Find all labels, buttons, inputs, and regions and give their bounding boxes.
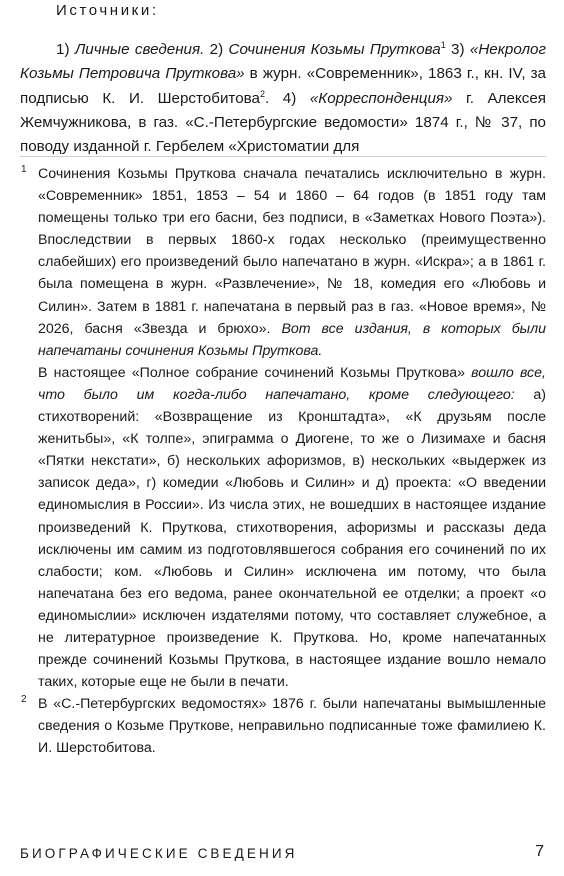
sources-segment: г. Алексея Жемчужникова, в газ. «С.-Петербургские ведомости» 1874 г., № 37, по поводу изданной г. Гербелем «Христоматии для — [20, 89, 546, 156]
sources-segment: Сочинения Козьмы Пруткова — [228, 41, 441, 58]
sources-segment: в журн. «Современник», 1863 г., кн. IV, за подписью К. И. Шерстобитова — [20, 65, 547, 107]
footnote-segment: Вот все издания, в которых были напечатаны сочинения Козьмы Пруткова. — [38, 320, 547, 359]
running-title: БИОГРАФИЧЕСКИЕ СВЕДЕНИЯ — [20, 846, 298, 861]
sources-segment: 3) — [445, 41, 470, 58]
footnote-segment: вошло все, что было им когда-либо напечатано, кроме следующего: — [38, 364, 546, 403]
footnote-marker: 1 — [21, 164, 27, 175]
sources-segment: 1) — [56, 41, 75, 58]
sources-paragraph — [20, 38, 546, 159]
footnote-reference: 2 — [260, 88, 266, 99]
footnote-segment: Сочинения Козьмы Пруткова сначала печатались исключительно в журн. «Современник» 1851, 1853 – 54 и 1860 – 64 годов (в 1851 году там помещены только три его басни, без подписи, в «Заметках Нового Поэта»). Впоследствии в первых 1860-х годах несколько (преимущественно слабейших) его произведений было напечатано в журн. «Искра»; а в 1861 г. была помещена в журн. «Развлечение», № 18, комедия его «Любовь и Силин». Затем в 1881 г. напечатана в первый раз в газ. «Новое время», № 2026, басня «Звезда и брюхо». — [38, 166, 546, 337]
sources-text — [20, 38, 546, 159]
footnote-2 — [20, 693, 546, 759]
footnote-marker: 2 — [21, 694, 27, 706]
sources-segment: 2) — [204, 41, 229, 58]
footnote-paragraph — [38, 693, 546, 759]
sources-segment: . 4) — [265, 89, 310, 107]
footnote-segment: В «С.-Петербургских ведомостях» 1876 г. были напечатаны вымышленные сведения о Козьме Пруткове, неправильно подписанные тоже фамилиею К. И. Шерстобитова. — [38, 696, 546, 757]
sources-segment: «Некролог Козьмы Петровича Пруткова» — [20, 41, 546, 83]
footnote-segment: а) стихотворений: «Возвращение из Кронштадта», «К друзьям после женитьбы», «К толпе», эпиграмма о Диогене, то же о Лизимахе и басня «Пятки некстати», б) нескольких афоризмов, в) нескольких «выдержек из записок деда», г) комедии «Любовь и Силин» и д) проекта: «О введении единомыслия в России». Из числа этих, не вошедших в настоящее издание произведений К. Пруткова, стихотворения, афоризмы и рассказы деда исключены им самим из подготовлявшегося собрания его сочинений по их слабости; ком. «Любовь и Силин» исключена им потому, что была напечатана без его ведома, ранее окончательной ее отделки; а проект «о единомыслии» исключен издателями потому, что составляет служебное, а не литературное произведение К. Пруткова. Но, кроме напечатанных прежде сочинений Козьмы Пруткова, в настоящее издание вошло немало таких, которые еще не были в печати. — [38, 386, 546, 691]
sources-segment: Личные сведения. — [74, 41, 205, 58]
footnote-1 — [20, 163, 546, 693]
footnote-reference: 1 — [440, 39, 446, 50]
footnote-paragraph — [38, 163, 546, 362]
page-number: 7 — [535, 843, 544, 860]
footnote-paragraph — [38, 362, 546, 693]
footnote-separator — [20, 156, 546, 157]
footnote-segment: В настоящее «Полное собрание сочинений Козьмы Пруткова» — [38, 364, 472, 381]
sources-segment: «Корреспонденция» — [309, 89, 453, 107]
footnotes — [20, 163, 546, 760]
sources-heading: Источники: — [56, 2, 159, 19]
